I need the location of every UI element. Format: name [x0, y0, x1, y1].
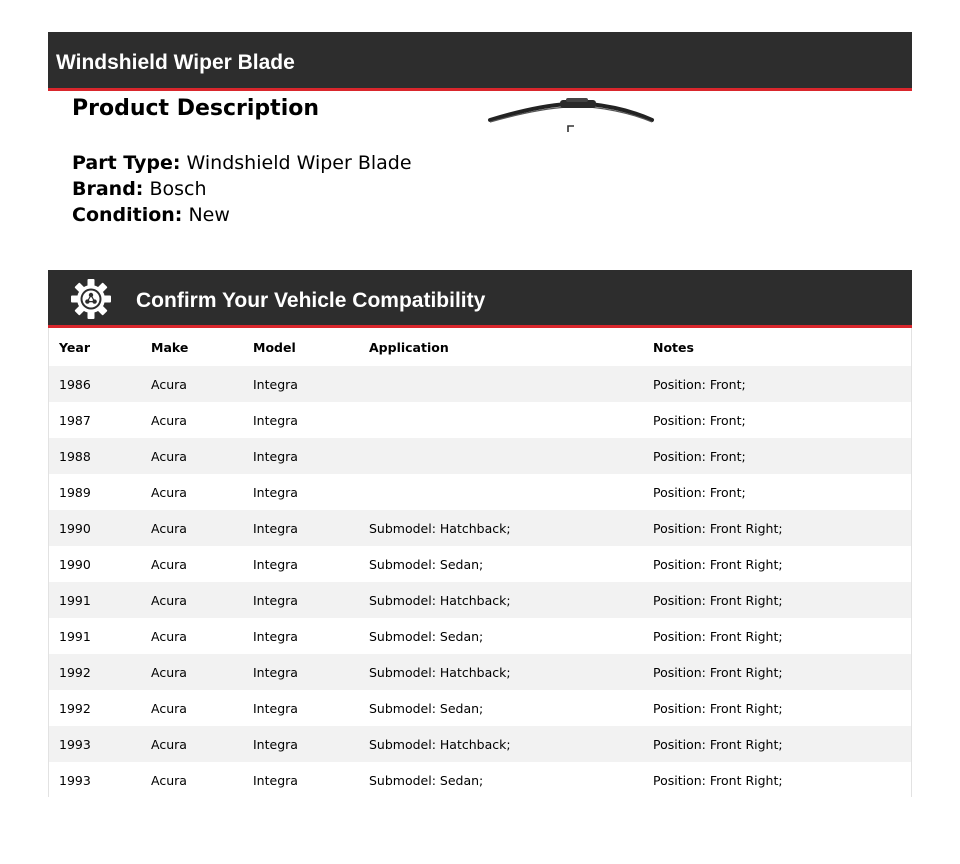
compatibility-table: [49, 328, 911, 798]
cell-application: [359, 366, 643, 402]
cell-year: 1992: [59, 664, 91, 680]
cell-year: 1990: [59, 520, 91, 536]
cell-application: Submodel: Sedan;: [369, 556, 484, 572]
table-row: [49, 366, 911, 402]
column-header-notes: Notes: [653, 339, 694, 355]
cell-make: Acura: [151, 736, 187, 752]
column-header-year: Year: [59, 339, 90, 355]
table-body: [49, 366, 911, 798]
table-row: [49, 726, 911, 762]
cell-notes: Position: Front Right;: [653, 772, 783, 788]
cell-year: 1991: [59, 628, 91, 644]
spec-condition: [72, 202, 230, 228]
cell-application: Submodel: Hatchback;: [369, 592, 511, 608]
column-header-application: Application: [369, 339, 449, 355]
cell-make: Acura: [151, 700, 187, 716]
cell-year: 1986: [59, 376, 91, 392]
cell-make: Acura: [151, 520, 187, 536]
cell-notes: Position: Front;: [653, 376, 746, 392]
cell-notes: Position: Front Right;: [653, 592, 783, 608]
cell-model: Integra: [253, 448, 298, 464]
gear-icon: [70, 278, 112, 320]
table-header-row: [49, 328, 911, 366]
spec-value: Bosch: [149, 178, 207, 200]
cell-year: 1992: [59, 700, 91, 716]
table-row: [49, 690, 911, 726]
spec-label: Part Type:: [72, 152, 181, 174]
cell-notes: Position: Front;: [653, 412, 746, 428]
cell-make: Acura: [151, 772, 187, 788]
spec-label: Condition:: [72, 204, 183, 226]
cell-year: 1988: [59, 448, 91, 464]
product-title: Windshield Wiper Blade: [56, 51, 295, 74]
cell-model: Integra: [253, 484, 298, 500]
cell-notes: Position: Front;: [653, 484, 746, 500]
cell-make: Acura: [151, 556, 187, 572]
cell-model: Integra: [253, 664, 298, 680]
cell-model: Integra: [253, 520, 298, 536]
column-header-model: Model: [253, 339, 296, 355]
cell-year: 1993: [59, 772, 91, 788]
spec-label: Brand:: [72, 178, 144, 200]
compatibility-header-bar: [48, 270, 912, 328]
cell-notes: Position: Front Right;: [653, 520, 783, 536]
cell-notes: Position: Front;: [653, 448, 746, 464]
cell-make: Acura: [151, 664, 187, 680]
table-row: [49, 402, 911, 438]
cell-make: Acura: [151, 628, 187, 644]
compatibility-table-container: [48, 328, 912, 797]
compatibility-title: Confirm Your Vehicle Compatibility: [136, 289, 486, 312]
column-header-make: Make: [151, 339, 189, 355]
cell-year: 1993: [59, 736, 91, 752]
table-row: [49, 762, 911, 798]
cell-notes: Position: Front Right;: [653, 736, 783, 752]
cell-notes: Position: Front Right;: [653, 664, 783, 680]
cell-model: Integra: [253, 592, 298, 608]
cell-year: 1990: [59, 556, 91, 572]
cell-notes: Position: Front Right;: [653, 628, 783, 644]
cell-application: [359, 474, 643, 510]
cell-application: Submodel: Sedan;: [369, 700, 484, 716]
product-description-heading: Product Description: [72, 96, 320, 121]
cell-model: Integra: [253, 700, 298, 716]
cell-make: Acura: [151, 376, 187, 392]
cell-make: Acura: [151, 412, 187, 428]
cell-model: Integra: [253, 772, 298, 788]
cell-application: [359, 402, 643, 438]
table-row: [49, 618, 911, 654]
cell-model: Integra: [253, 412, 298, 428]
cell-application: Submodel: Hatchback;: [369, 520, 511, 536]
table-row: [49, 654, 911, 690]
cell-make: Acura: [151, 592, 187, 608]
cell-application: Submodel: Sedan;: [369, 628, 484, 644]
cell-application: [359, 438, 643, 474]
cell-model: Integra: [253, 556, 298, 572]
spec-value: New: [188, 204, 230, 226]
cell-year: 1987: [59, 412, 91, 428]
cell-year: 1989: [59, 484, 91, 500]
table-row: [49, 438, 911, 474]
table-row: [49, 510, 911, 546]
cell-make: Acura: [151, 484, 187, 500]
cell-notes: Position: Front Right;: [653, 700, 783, 716]
cell-application: Submodel: Hatchback;: [369, 664, 511, 680]
cell-application: Submodel: Sedan;: [369, 772, 484, 788]
cell-model: Integra: [253, 736, 298, 752]
wiper-blade-image: [486, 96, 658, 140]
spec-part-type: [72, 150, 412, 176]
cell-model: Integra: [253, 376, 298, 392]
cell-year: 1991: [59, 592, 91, 608]
product-title-bar: [48, 32, 912, 91]
cell-application: Submodel: Hatchback;: [369, 736, 511, 752]
cell-model: Integra: [253, 628, 298, 644]
cell-notes: Position: Front Right;: [653, 556, 783, 572]
table-row: [49, 474, 911, 510]
table-row: [49, 582, 911, 618]
cell-make: Acura: [151, 448, 187, 464]
spec-value: Windshield Wiper Blade: [186, 152, 412, 174]
spec-brand: [72, 176, 207, 202]
table-row: [49, 546, 911, 582]
